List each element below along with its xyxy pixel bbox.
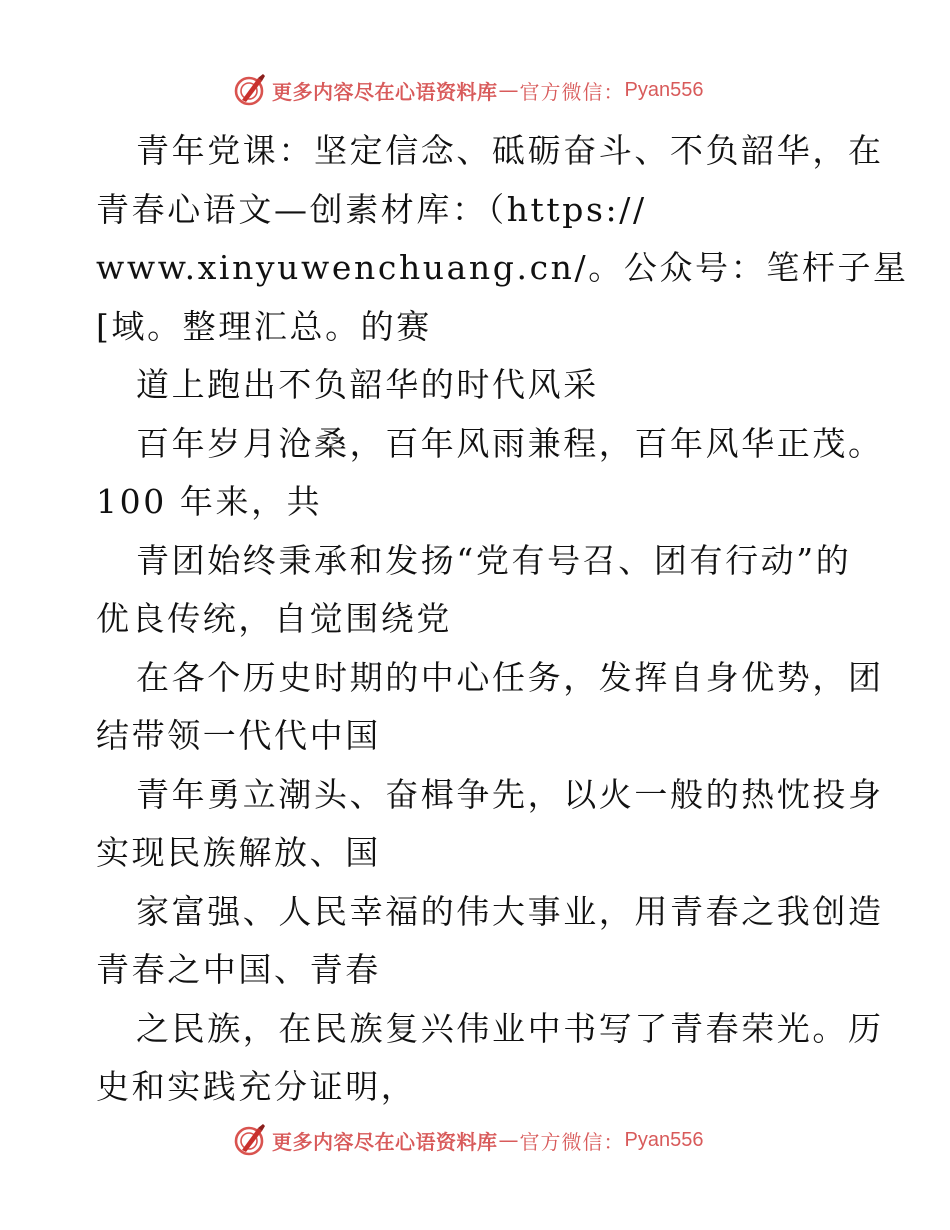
text-line: 100 年来，共 — [96, 482, 323, 521]
watermark-text: 更多内容尽在心语资料库 — [272, 79, 498, 104]
text-line: 优良传统，自觉围绕党 — [96, 599, 452, 638]
watermark-header — [232, 70, 703, 110]
text-line: 青年党课：坚定信念、砥砺奋斗、不负韶华，在 — [136, 131, 884, 170]
watermark-handle-label: 官方微信： — [519, 1129, 625, 1154]
watermark-handle-id: Pyan556 — [624, 1128, 704, 1151]
pen-logo-icon — [232, 72, 268, 108]
text-line: www.xinyuwenchuang.cn/。公众号：笔杆子星 — [96, 248, 909, 287]
watermark-footer — [232, 1120, 703, 1160]
watermark-handle-label: 官方微信： — [519, 79, 625, 104]
watermark-dash: — — [498, 78, 519, 102]
text-line: 实现民族解放、国 — [96, 833, 381, 872]
text-line: 在各个历史时期的中心任务，发挥自身优势，团 — [136, 657, 884, 697]
watermark-dash: — — [498, 1128, 519, 1152]
text-line: 之民族，在民族复兴伟业中书写了青春荣光。历 — [136, 1008, 884, 1048]
watermark-text: 更多内容尽在心语资料库 — [272, 1129, 498, 1154]
document-body — [96, 122, 909, 1117]
text-line: 青年勇立潮头、奋楫争先，以火一般的热忱投身 — [136, 774, 884, 814]
text-line: 道上跑出不负韶华的时代风采 — [136, 365, 599, 404]
text-line: 结带领一代代中国 — [96, 716, 381, 755]
text-line: 青春心语文—创素材库：（https:// — [96, 189, 647, 229]
pen-logo-icon — [232, 1122, 268, 1158]
text-line: 青春之中国、青春 — [96, 950, 381, 989]
text-line: 青团始终秉承和发扬“党有号召、团有行动”的 — [136, 540, 852, 580]
text-line: [域。整理汇总。的赛 — [96, 306, 432, 346]
text-line: 史和实践充分证明， — [96, 1067, 417, 1106]
text-line: 百年岁月沧桑，百年风雨兼程，百年风华正茂。 — [136, 423, 884, 463]
text-line: 家富强、人民幸福的伟大事业，用青春之我创造 — [136, 891, 884, 931]
watermark-handle-id: Pyan556 — [624, 78, 704, 101]
